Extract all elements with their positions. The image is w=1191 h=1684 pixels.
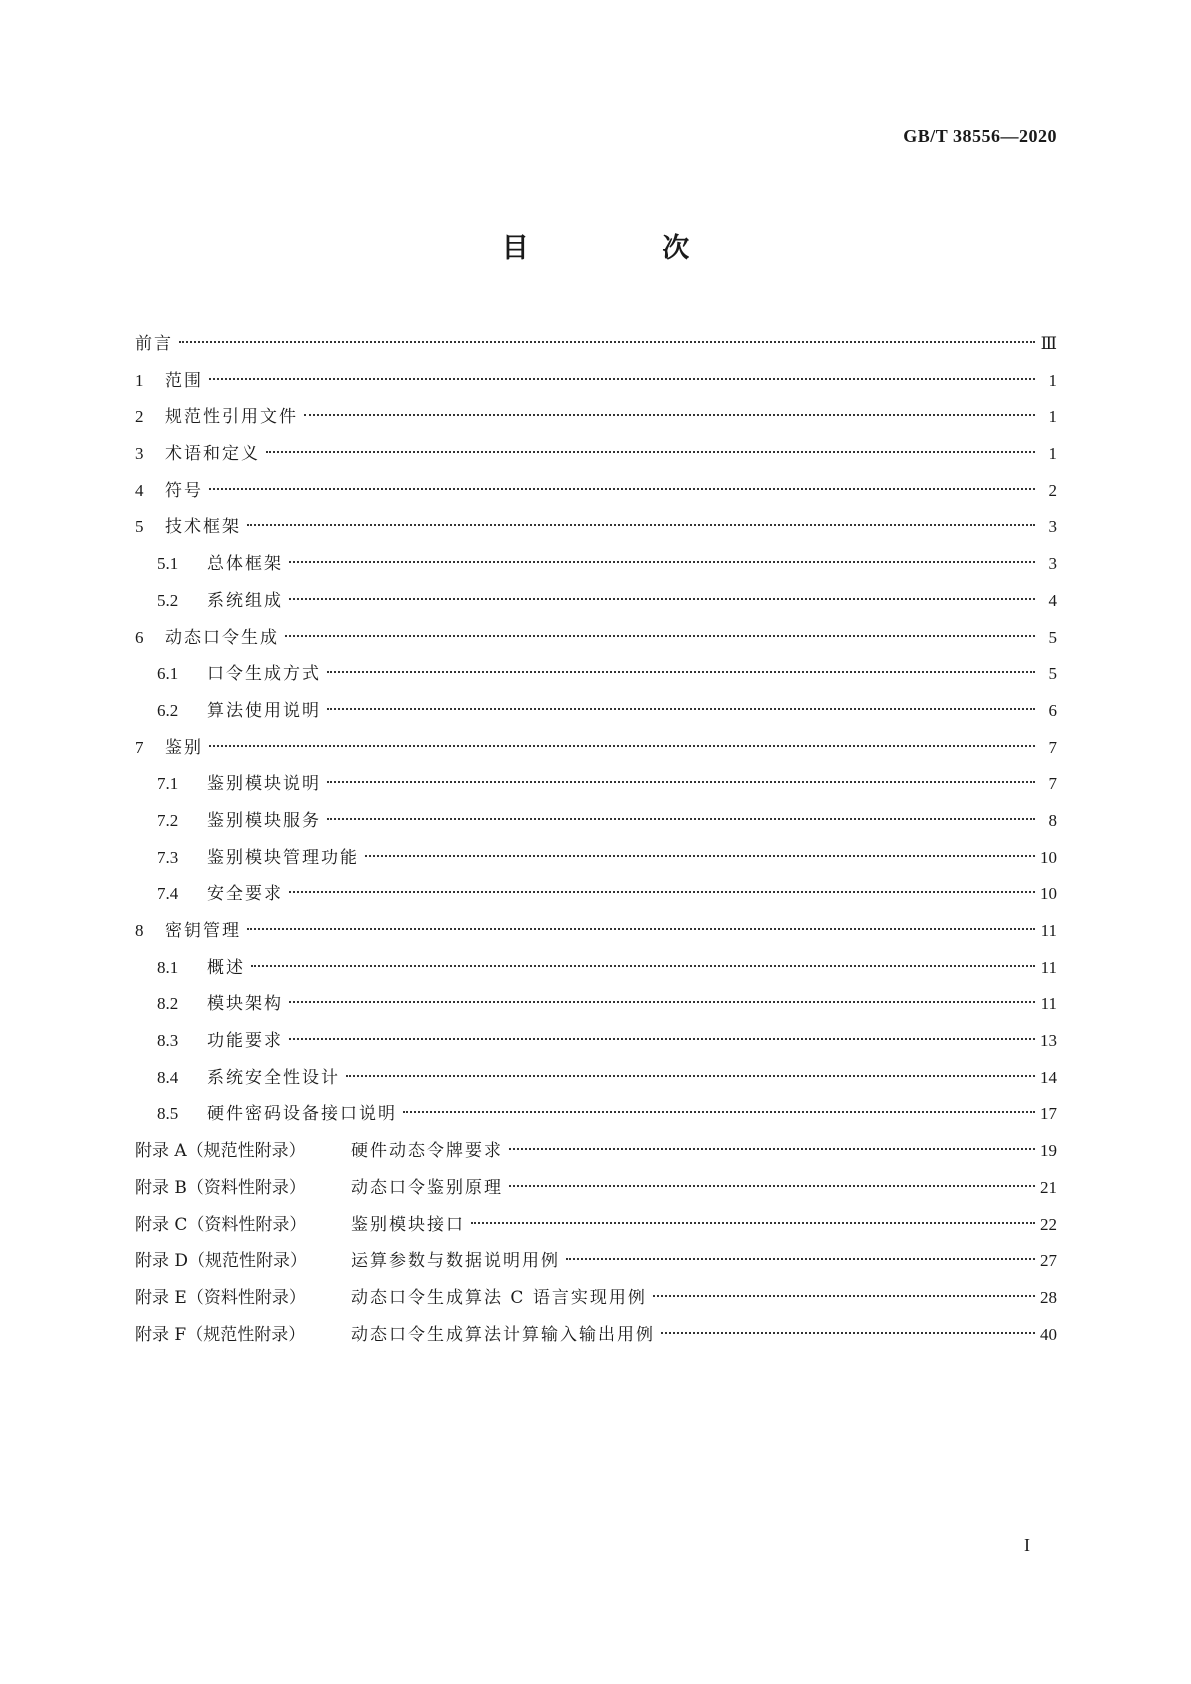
toc-entry-title: 硬件密码设备接口说明 — [207, 1104, 397, 1125]
toc-entry[interactable] — [135, 1243, 1057, 1280]
toc-dot-leader — [209, 745, 1035, 747]
toc-entry-number: 8.2 — [157, 994, 179, 1014]
toc-entry-number: 7.3 — [157, 847, 179, 867]
toc-entry-page: 5 — [1048, 664, 1057, 684]
toc-entry-title: 规范性引用文件 — [165, 407, 298, 428]
toc-entry-page: 27 — [1040, 1251, 1057, 1271]
toc-entry-title: 前言 — [135, 334, 173, 354]
toc-entry[interactable] — [135, 399, 1057, 436]
toc-entry-title: 功能要求 — [207, 1031, 283, 1052]
toc-entry-title: 系统安全性设计 — [207, 1067, 340, 1088]
toc-entry-number: 2 — [135, 407, 144, 427]
toc-entry[interactable] — [135, 1023, 1057, 1060]
toc-entry-title: 密钥管理 — [165, 921, 241, 941]
standard-number: GB/T 38556—2020 — [903, 126, 1057, 146]
toc-dot-leader — [661, 1332, 1035, 1334]
toc-entry-title: 鉴别模块接口 — [351, 1214, 465, 1235]
toc-annex-label: 附录 B（资料性附录） — [135, 1177, 306, 1198]
toc-entry-number: 6 — [135, 627, 144, 647]
page-number: I — [1024, 1535, 1030, 1555]
toc-dot-leader — [247, 524, 1035, 526]
toc-entry-page: 7 — [1048, 737, 1057, 757]
toc-entry-page: 3 — [1048, 554, 1057, 574]
toc-entry[interactable] — [135, 583, 1057, 620]
toc-entry-title: 系统组成 — [207, 590, 283, 611]
toc-entry[interactable] — [135, 620, 1057, 657]
toc-entry-page: 21 — [1040, 1177, 1057, 1197]
toc-dot-leader — [327, 818, 1035, 820]
toc-entry[interactable] — [135, 876, 1057, 913]
toc-dot-leader — [566, 1258, 1035, 1260]
toc-entry-page: 11 — [1040, 957, 1057, 977]
toc-entry-page: 4 — [1048, 590, 1057, 610]
toc-dot-leader — [289, 1038, 1035, 1040]
toc-entry[interactable] — [135, 766, 1057, 803]
toc-entry-page: 10 — [1040, 884, 1057, 904]
toc-entry-number: 4 — [135, 480, 144, 500]
toc-entry-page: 11 — [1040, 994, 1057, 1014]
toc-entry-number: 8.3 — [157, 1031, 179, 1051]
table-of-contents — [135, 326, 1057, 1353]
toc-annex-label: 附录 E（资料性附录） — [135, 1287, 306, 1308]
toc-dot-leader — [327, 708, 1035, 710]
toc-entry[interactable] — [135, 363, 1057, 400]
toc-entry[interactable] — [135, 1133, 1057, 1170]
toc-entry[interactable] — [135, 986, 1057, 1023]
toc-entry-number: 7 — [135, 737, 144, 757]
toc-entry[interactable] — [135, 1096, 1057, 1133]
toc-dot-leader — [471, 1222, 1035, 1224]
toc-dot-leader — [365, 855, 1035, 857]
toc-entry-page: 19 — [1040, 1141, 1057, 1161]
toc-entry-number: 3 — [135, 444, 144, 464]
toc-entry-title: 鉴别模块管理功能 — [207, 847, 359, 868]
toc-entry[interactable] — [135, 1207, 1057, 1244]
toc-entry-page: 13 — [1040, 1031, 1057, 1051]
toc-entry[interactable] — [135, 473, 1057, 510]
toc-dot-leader — [509, 1185, 1035, 1187]
toc-entry-number: 8.1 — [157, 957, 179, 977]
toc-entry-page: 7 — [1048, 774, 1057, 794]
toc-entry-page: 1 — [1048, 444, 1057, 464]
toc-entry-page: 10 — [1040, 847, 1057, 867]
toc-entry[interactable] — [135, 1317, 1057, 1354]
toc-annex-label: 附录 F（规范性附录） — [135, 1324, 306, 1345]
toc-entry-title: 硬件动态令牌要求 — [351, 1141, 503, 1162]
toc-entry-title: 符号 — [165, 480, 203, 501]
toc-entry-number: 5 — [135, 517, 144, 537]
toc-entry[interactable] — [135, 1280, 1057, 1317]
toc-entry-page: 8 — [1048, 810, 1057, 830]
toc-entry-title: 术语和定义 — [165, 444, 260, 465]
toc-annex-label: 附录 D（规范性附录） — [135, 1251, 308, 1272]
toc-entry-title: 总体框架 — [207, 554, 283, 575]
toc-entry[interactable] — [135, 693, 1057, 730]
toc-entry-page: 3 — [1048, 517, 1057, 537]
toc-entry-number: 5.2 — [157, 590, 179, 610]
toc-entry-title: 鉴别模块服务 — [207, 810, 321, 831]
toc-dot-leader — [289, 598, 1035, 600]
toc-entry[interactable] — [135, 326, 1057, 363]
toc-dot-leader — [304, 414, 1035, 416]
toc-entry[interactable] — [135, 730, 1057, 767]
toc-entry-number: 6.2 — [157, 700, 179, 720]
toc-dot-leader — [209, 378, 1035, 380]
toc-entry-title: 技术框架 — [165, 517, 241, 538]
toc-entry-page: 1 — [1048, 407, 1057, 427]
toc-entry-number: 7.4 — [157, 884, 179, 904]
toc-entry-page: 40 — [1040, 1324, 1057, 1344]
toc-entry-number: 6.1 — [157, 664, 179, 684]
toc-entry-number: 5.1 — [157, 554, 179, 574]
toc-entry-title: 动态口令鉴别原理 — [351, 1177, 503, 1198]
toc-entry[interactable] — [135, 840, 1057, 877]
toc-dot-leader — [327, 671, 1035, 673]
toc-entry-number: 8.4 — [157, 1067, 179, 1087]
toc-entry-page: Ⅲ — [1040, 334, 1057, 353]
toc-entry-page: 2 — [1048, 480, 1057, 500]
toc-entry-page: 1 — [1048, 370, 1057, 390]
toc-entry-page: 14 — [1040, 1067, 1057, 1087]
toc-entry-title: 模块架构 — [207, 994, 283, 1015]
toc-entry[interactable] — [135, 436, 1057, 473]
toc-entry-number: 7.2 — [157, 810, 179, 830]
toc-dot-leader — [289, 1001, 1035, 1003]
toc-entry[interactable] — [135, 546, 1057, 583]
toc-dot-leader — [653, 1295, 1035, 1297]
toc-entry[interactable] — [135, 509, 1057, 546]
toc-entry-page: 5 — [1048, 627, 1057, 647]
toc-entry[interactable] — [135, 1060, 1057, 1097]
toc-annex-label: 附录 A（规范性附录） — [135, 1141, 306, 1162]
toc-dot-leader — [266, 451, 1035, 453]
toc-entry-page: 22 — [1040, 1214, 1057, 1234]
toc-dot-leader — [251, 965, 1035, 967]
toc-dot-leader — [289, 561, 1035, 563]
toc-entry-title: 鉴别 — [165, 737, 203, 758]
toc-annex-label: 附录 C（资料性附录） — [135, 1214, 307, 1235]
toc-entry[interactable] — [135, 656, 1057, 693]
toc-entry-title: 概述 — [207, 957, 245, 978]
toc-dot-leader — [289, 891, 1035, 893]
toc-entry[interactable] — [135, 913, 1057, 950]
toc-title: 目 次 — [501, 233, 752, 264]
toc-entry-number: 7.1 — [157, 774, 179, 794]
toc-entry-title: 动态口令生成算法计算输入输出用例 — [351, 1324, 655, 1345]
toc-dot-leader — [247, 928, 1035, 930]
toc-entry-title: 口令生成方式 — [207, 664, 321, 685]
toc-dot-leader — [179, 341, 1035, 343]
toc-dot-leader — [509, 1148, 1035, 1150]
toc-dot-leader — [209, 488, 1035, 490]
toc-entry-page: 17 — [1040, 1104, 1057, 1124]
toc-entry-title: 动态口令生成算法 C 语言实现用例 — [351, 1287, 647, 1308]
toc-dot-leader — [403, 1111, 1035, 1113]
toc-entry-title: 鉴别模块说明 — [207, 774, 321, 795]
toc-entry[interactable] — [135, 803, 1057, 840]
toc-entry-page: 28 — [1040, 1287, 1057, 1307]
toc-entry[interactable] — [135, 1170, 1057, 1207]
toc-dot-leader — [346, 1075, 1035, 1077]
toc-entry-number: 8.5 — [157, 1104, 179, 1124]
toc-entry-number: 8 — [135, 921, 144, 940]
toc-entry-title: 安全要求 — [207, 884, 283, 905]
toc-entry[interactable] — [135, 950, 1057, 987]
toc-entry-title: 算法使用说明 — [207, 700, 321, 721]
toc-entry-page: 11 — [1040, 921, 1057, 940]
toc-entry-title: 动态口令生成 — [165, 627, 279, 648]
toc-dot-leader — [285, 635, 1035, 637]
toc-entry-page: 6 — [1048, 700, 1057, 720]
toc-entry-title: 运算参数与数据说明用例 — [351, 1251, 560, 1272]
toc-entry-number: 1 — [135, 370, 144, 390]
toc-entry-title: 范围 — [165, 370, 203, 391]
toc-dot-leader — [327, 781, 1035, 783]
